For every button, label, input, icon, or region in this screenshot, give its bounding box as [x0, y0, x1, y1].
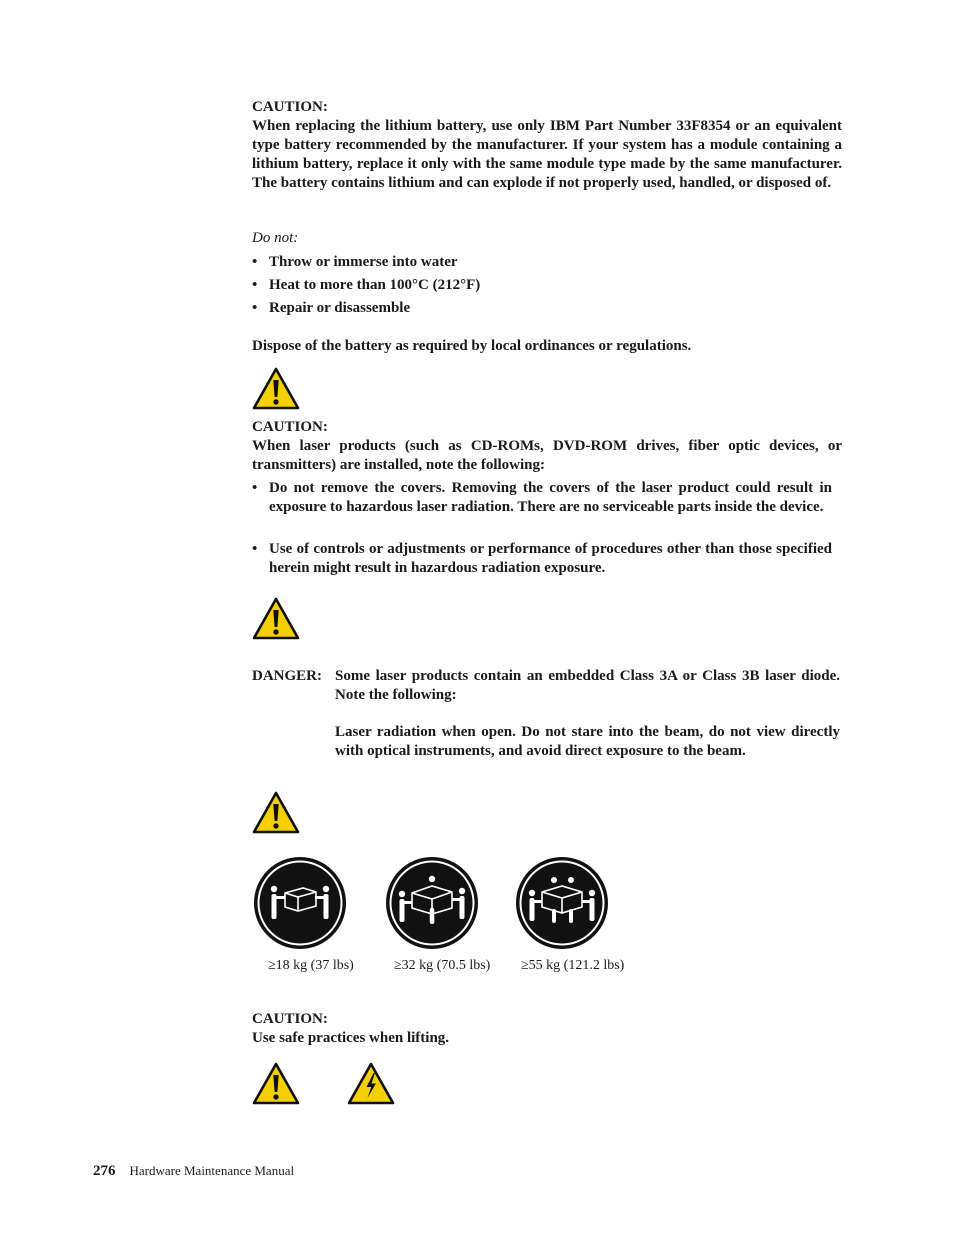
- warning-triangle-icon: [252, 367, 300, 410]
- warning-triangle-icon: [252, 791, 300, 834]
- list-item-text: Repair or disassemble: [269, 300, 411, 316]
- do-not-label: Do not:: [252, 230, 299, 246]
- list-item-text: Throw or immerse into water: [269, 254, 458, 270]
- list-item-text: Heat to more than 100°C (212°F): [269, 277, 481, 293]
- footer: [93, 1162, 294, 1180]
- caution3-heading: CAUTION:: [252, 1011, 328, 1027]
- lifting-two-person-icon: [253, 856, 347, 950]
- page-number: 276: [93, 1163, 116, 1179]
- bullet: •: [252, 480, 258, 496]
- bullet: •: [252, 300, 258, 316]
- caution2-heading: CAUTION:: [252, 419, 328, 435]
- caution3-body: Use safe practices when lifting.: [252, 1030, 450, 1046]
- lifting-three-person-icon: [385, 856, 479, 950]
- list-item-text: Do not remove the covers. Removing the covers of the laser product could result in exposure to hazardous laser radiation. There are no serviceable parts inside the device.: [269, 480, 832, 515]
- weight-label: ≥55 kg (121.2 lbs): [521, 958, 625, 973]
- danger-label: DANGER:: [252, 668, 322, 684]
- danger-text-2: Laser radiation when open. Do not stare into the beam, do not view directly with optical instruments, and avoid direct exposure to the beam.: [335, 724, 840, 759]
- danger-text-1: Some laser products contain an embedded Class 3A or Class 3B laser diode. Note the following:: [335, 668, 840, 703]
- caution1-heading: CAUTION:: [252, 99, 328, 115]
- bullet: •: [252, 541, 258, 557]
- weight-label: ≥32 kg (70.5 lbs): [394, 958, 491, 973]
- dispose-note: Dispose of the battery as required by local ordinances or regulations.: [252, 338, 692, 354]
- lifting-four-person-icon: [515, 856, 609, 950]
- document-title: Hardware Maintenance Manual: [129, 1163, 295, 1178]
- warning-triangle-icon: [252, 597, 300, 640]
- list-item-text: Use of controls or adjustments or performance of procedures other than those specified herein might result in hazardous radiation exposure.: [269, 541, 832, 576]
- caution2-body: When laser products (such as CD-ROMs, DVD-ROM drives, fiber optic devices, or transmitters) are installed, note the following:: [252, 438, 842, 473]
- weight-label: ≥18 kg (37 lbs): [268, 958, 354, 973]
- warning-triangle-icon: [252, 1062, 300, 1105]
- caution1-body: When replacing the lithium battery, use only IBM Part Number 33F8354 or an equivalent type battery recommended by the manufacturer. If your system has a module containing a lithium battery, replace it only with the same module type made by the same manufacturer. The battery contains lithium and can explode if not properly used, handled, or disposed of.: [252, 118, 842, 191]
- bullet: •: [252, 254, 258, 270]
- electrical-hazard-icon: [347, 1062, 395, 1105]
- bullet: •: [252, 277, 258, 293]
